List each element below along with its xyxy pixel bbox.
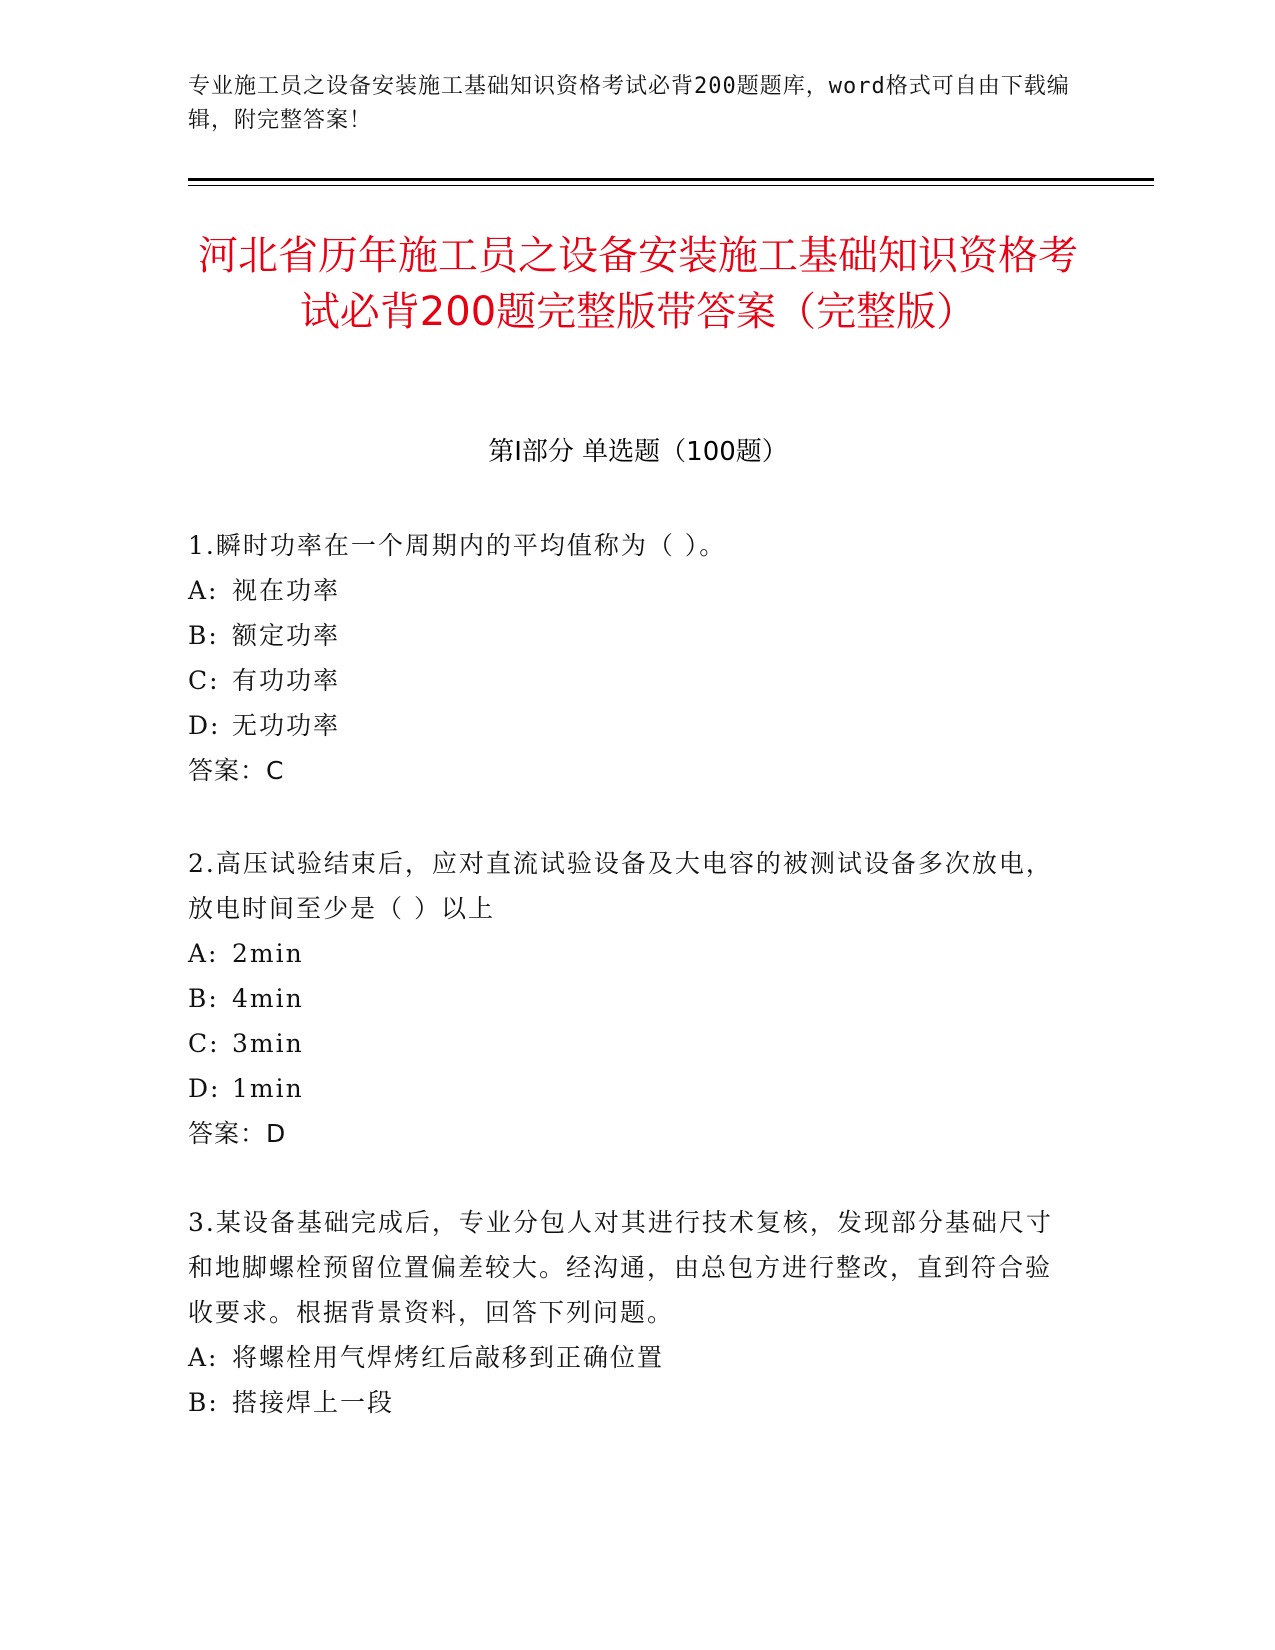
option-letter: C: [188, 666, 220, 695]
option-letter: D: [188, 711, 221, 740]
option-a [188, 1335, 1068, 1380]
option-b [188, 613, 1068, 658]
option-b [188, 976, 1068, 1021]
option-letter: B: [188, 1388, 219, 1417]
question-stem: 2.高压试验结束后，应对直流试验设备及大电容的被测试设备多次放电，放电时间至少是（ ）以上 [188, 849, 1053, 923]
option-text: 1min [232, 1074, 304, 1103]
option-text: 4min [232, 984, 304, 1013]
option-letter: B: [188, 621, 219, 650]
option-text: 无功功率 [232, 711, 341, 740]
option-text: 2min [232, 939, 304, 968]
option-letter: A: [188, 576, 219, 605]
question-stem: 1.瞬时功率在一个周期内的平均值称为（ ）。 [188, 531, 727, 560]
option-d [188, 703, 1068, 748]
option-a [188, 931, 1068, 976]
question-item [188, 1200, 1068, 1425]
answer-line: 答案：D [188, 1119, 287, 1148]
answer-line: 答案：C [188, 756, 285, 785]
option-letter: A: [188, 1343, 219, 1372]
header-rule-thick [188, 178, 1154, 181]
option-c [188, 1021, 1068, 1066]
option-b [188, 1380, 1068, 1425]
option-text: 视在功率 [232, 576, 341, 605]
option-a [188, 568, 1068, 613]
option-text: 额定功率 [232, 621, 341, 650]
option-letter: A: [188, 939, 219, 968]
question-stem: 3.某设备基础完成后，专业分包人对其进行技术复核，发现部分基础尺寸和地脚螺栓预留位置偏差较大。经沟通，由总包方进行整改，直到符合验收要求。根据背景资料，回答下列问题。 [188, 1208, 1053, 1327]
question-item [188, 523, 1068, 793]
option-d [188, 1066, 1068, 1111]
question-item [188, 841, 1068, 1156]
header-note: 专业施工员之设备安装施工基础知识资格考试必背200题题库，word格式可自由下载编辑，附完整答案！ [188, 74, 1070, 133]
option-text: 将螺栓用气焊烤红后敲移到正确位置 [232, 1343, 665, 1372]
option-letter: D: [188, 1074, 221, 1103]
option-c [188, 658, 1068, 703]
option-text: 有功功率 [232, 666, 341, 695]
section-heading: 第I部分 单选题（100题） [488, 437, 788, 467]
option-letter: C: [188, 1029, 220, 1058]
header-rule-thin [188, 185, 1154, 186]
option-letter: B: [188, 984, 219, 1013]
option-text: 3min [232, 1029, 304, 1058]
option-text: 搭接焊上一段 [232, 1388, 395, 1417]
document-title: 河北省历年施工员之设备安装施工基础知识资格考试必背200题完整版带答案（完整版） [198, 233, 1078, 335]
